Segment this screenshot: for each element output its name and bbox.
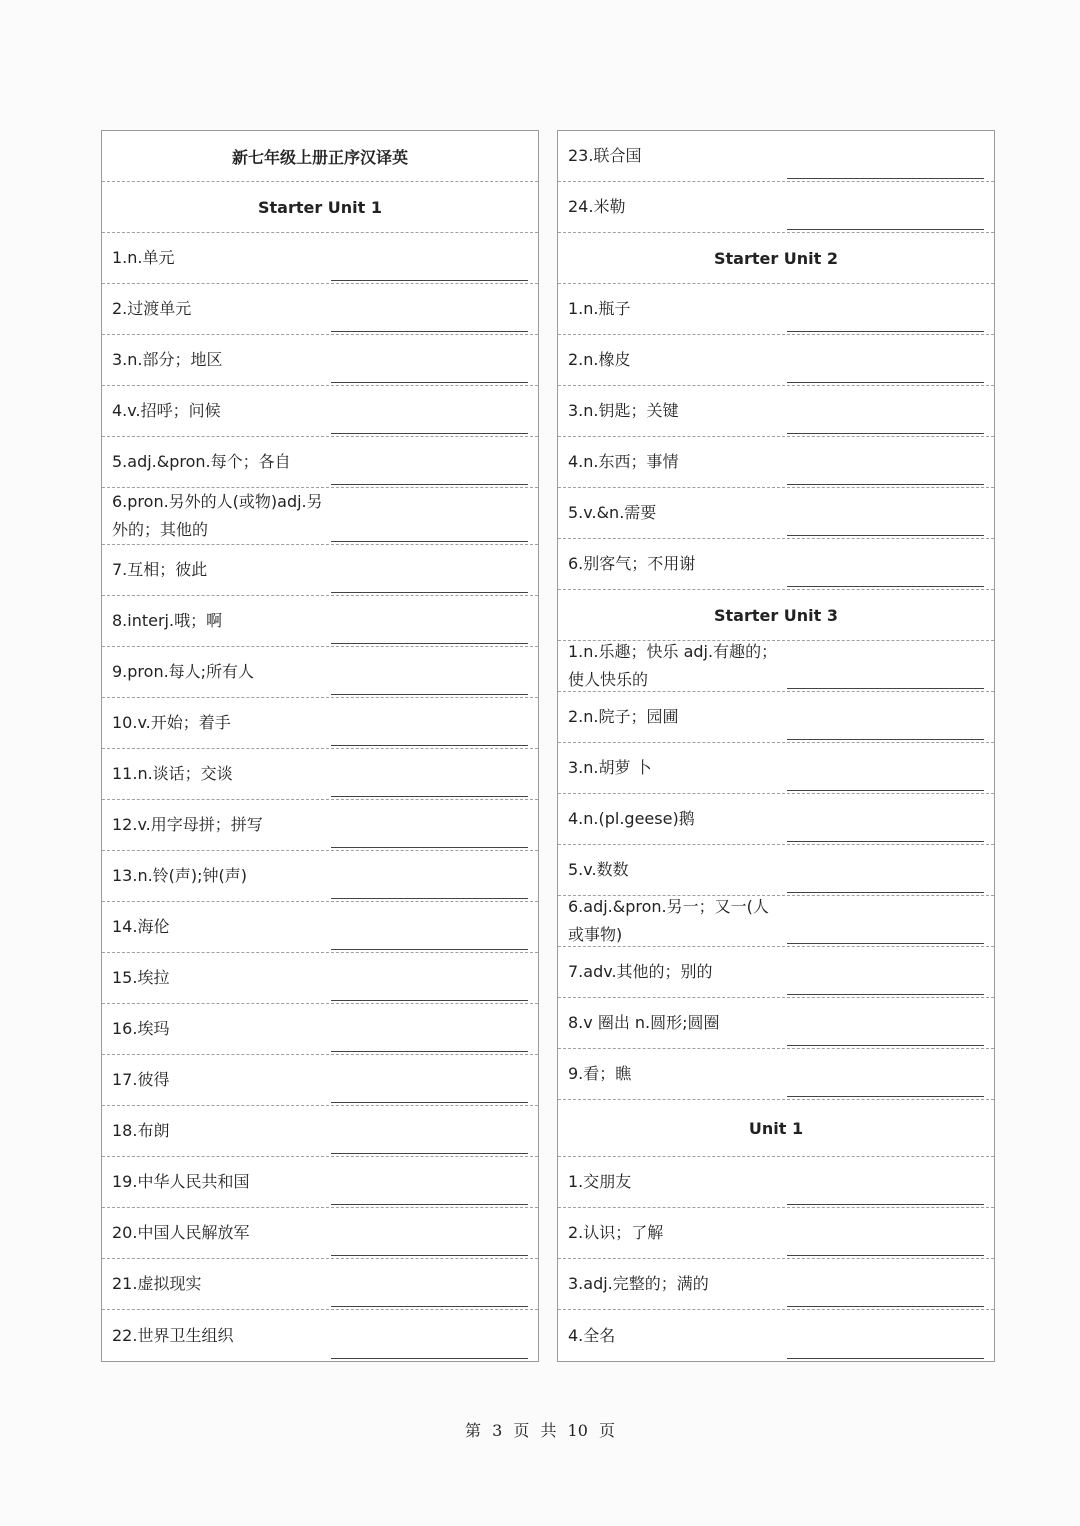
answer-blank-line (331, 1358, 528, 1359)
vocabulary-row (558, 998, 994, 1049)
answer-blank-line (787, 1096, 984, 1097)
chinese-prompt: 19.中华人民共和国 (112, 1172, 250, 1191)
chinese-prompt: 24.米勒 (568, 197, 626, 216)
answer-blank-line (331, 1255, 528, 1256)
vocabulary-row (558, 794, 994, 845)
answer-blank-line (787, 331, 984, 332)
answer-blank-line (787, 433, 984, 434)
answer-blank-line (787, 382, 984, 383)
vocabulary-row (558, 896, 994, 947)
chinese-prompt: 14.海伦 (112, 917, 170, 936)
answer-blank-line (787, 841, 984, 842)
answer-blank-line (787, 943, 984, 944)
answer-blank-line (787, 1045, 984, 1046)
section-heading: Starter Unit 1 (102, 182, 538, 233)
answer-blank-line (787, 1306, 984, 1307)
chinese-prompt: 5.v.数数 (568, 860, 629, 879)
section-heading: Unit 1 (558, 1100, 994, 1157)
chinese-prompt: 2.认识；了解 (568, 1223, 664, 1242)
vocabulary-row (102, 902, 538, 953)
vocabulary-row (558, 488, 994, 539)
chinese-prompt: 1.n.瓶子 (568, 299, 631, 318)
answer-blank-line (331, 796, 528, 797)
answer-blank-line (787, 586, 984, 587)
chinese-prompt: 11.n.谈话；交谈 (112, 764, 233, 783)
chinese-prompt: 6.别客气；不用谢 (568, 554, 696, 573)
answer-blank-line (787, 178, 984, 179)
section-heading: Starter Unit 3 (558, 590, 994, 641)
answer-blank-line (787, 1358, 984, 1359)
vocabulary-row (102, 1055, 538, 1106)
chinese-prompt: 3.n.胡萝 卜 (568, 758, 652, 777)
answer-blank-line (787, 994, 984, 995)
vocabulary-row (102, 851, 538, 902)
chinese-prompt: 4.v.招呼；问候 (112, 401, 221, 420)
vocabulary-row (558, 182, 994, 233)
vocabulary-row (558, 1208, 994, 1259)
vocabulary-row (102, 749, 538, 800)
vocabulary-row (102, 1106, 538, 1157)
vocabulary-row (558, 641, 994, 692)
answer-blank-line (331, 541, 528, 542)
vocabulary-row (102, 1310, 538, 1361)
chinese-prompt: 2.过渡单元 (112, 299, 192, 318)
chinese-prompt: 22.世界卫生组织 (112, 1325, 234, 1345)
answer-blank-line (787, 1255, 984, 1256)
chinese-prompt: 16.埃玛 (112, 1019, 170, 1038)
vocabulary-row (558, 335, 994, 386)
answer-blank-line (331, 1000, 528, 1001)
answer-blank-line (787, 1204, 984, 1205)
chinese-prompt: 12.v.用字母拼；拼写 (112, 815, 263, 834)
vocabulary-row (102, 953, 538, 1004)
chinese-prompt: 1.n.乐趣；快乐 adj.有趣的；使人快乐的 (568, 642, 778, 689)
chinese-prompt: 5.adj.&pron.每个；各自 (112, 452, 291, 471)
vocabulary-row (558, 1049, 994, 1100)
chinese-prompt: 1.n.单元 (112, 248, 175, 267)
right-vocabulary-column (557, 130, 995, 1362)
chinese-prompt: 3.n.钥匙；关键 (568, 401, 679, 420)
section-heading: 新七年级上册正序汉译英 (102, 131, 538, 182)
answer-blank-line (331, 1153, 528, 1154)
chinese-prompt: 15.埃拉 (112, 968, 170, 987)
chinese-prompt: 4.n.(pl.geese)鹅 (568, 809, 695, 828)
vocabulary-row (102, 1004, 538, 1055)
answer-blank-line (787, 484, 984, 485)
chinese-prompt: 8.v 圈出 n.圆形;圆圈 (568, 1013, 720, 1032)
chinese-prompt: 9.看；瞧 (568, 1064, 632, 1083)
chinese-prompt: 2.n.院子；园圃 (568, 707, 679, 726)
chinese-prompt: 21.虚拟现实 (112, 1274, 202, 1293)
chinese-prompt: 5.v.&n.需要 (568, 503, 657, 522)
vocabulary-row (102, 1157, 538, 1208)
answer-blank-line (331, 1306, 528, 1307)
vocabulary-row (558, 539, 994, 590)
vocabulary-row (558, 131, 994, 182)
chinese-prompt: 4.n.东西；事情 (568, 452, 679, 471)
answer-blank-line (331, 1204, 528, 1205)
vocabulary-row (102, 647, 538, 698)
vocabulary-row (558, 845, 994, 896)
vocabulary-row (558, 947, 994, 998)
vocabulary-row (102, 1259, 538, 1310)
vocabulary-row (102, 800, 538, 851)
vocabulary-row (102, 488, 538, 545)
answer-blank-line (331, 1102, 528, 1103)
chinese-prompt: 8.interj.哦；啊 (112, 611, 223, 630)
chinese-prompt: 23.联合国 (568, 146, 642, 165)
vocabulary-row (558, 386, 994, 437)
vocabulary-row (558, 692, 994, 743)
answer-blank-line (787, 535, 984, 536)
vocabulary-row (558, 743, 994, 794)
chinese-prompt: 6.adj.&pron.另一；又一(人或事物) (568, 897, 769, 944)
vocabulary-row (102, 1208, 538, 1259)
chinese-prompt: 6.pron.另外的人(或物)adj.另外的；其他的 (112, 492, 323, 539)
vocabulary-row (102, 284, 538, 335)
answer-blank-line (787, 688, 984, 689)
vocabulary-row (102, 386, 538, 437)
chinese-prompt: 13.n.铃(声);钟(声) (112, 866, 248, 885)
vocabulary-row (102, 437, 538, 488)
chinese-prompt: 7.adv.其他的；别的 (568, 962, 713, 981)
answer-blank-line (331, 280, 528, 281)
vocabulary-row (558, 1157, 994, 1208)
answer-blank-line (331, 643, 528, 644)
answer-blank-line (331, 382, 528, 383)
answer-blank-line (331, 484, 528, 485)
chinese-prompt: 20.中国人民解放军 (112, 1223, 250, 1242)
chinese-prompt: 9.pron.每人;所有人 (112, 662, 255, 681)
answer-blank-line (787, 790, 984, 791)
section-heading: Starter Unit 2 (558, 233, 994, 284)
chinese-prompt: 7.互相；彼此 (112, 560, 208, 579)
chinese-prompt: 4.全名 (568, 1325, 616, 1345)
vocabulary-row (102, 698, 538, 749)
answer-blank-line (787, 229, 984, 230)
chinese-prompt: 18.布朗 (112, 1121, 170, 1140)
vocabulary-row (558, 1259, 994, 1310)
answer-blank-line (787, 892, 984, 893)
vocabulary-row (558, 1310, 994, 1361)
vocabulary-row (102, 233, 538, 284)
answer-blank-line (331, 847, 528, 848)
chinese-prompt: 17.彼得 (112, 1070, 170, 1089)
answer-blank-line (331, 1051, 528, 1052)
answer-blank-line (331, 898, 528, 899)
chinese-prompt: 10.v.开始；着手 (112, 713, 231, 732)
answer-blank-line (331, 592, 528, 593)
vocabulary-row (102, 545, 538, 596)
chinese-prompt: 3.n.部分；地区 (112, 350, 223, 369)
vocabulary-row (102, 335, 538, 386)
chinese-prompt: 2.n.橡皮 (568, 350, 631, 369)
answer-blank-line (331, 949, 528, 950)
vocabulary-row (558, 284, 994, 335)
chinese-prompt: 3.adj.完整的；满的 (568, 1274, 709, 1293)
chinese-prompt: 1.交朋友 (568, 1172, 632, 1191)
left-vocabulary-column (101, 130, 539, 1362)
answer-blank-line (331, 433, 528, 434)
page-footer: 第 3 页 共 10 页 (465, 1421, 615, 1440)
answer-blank-line (787, 739, 984, 740)
vocabulary-row (102, 596, 538, 647)
vocabulary-row (558, 437, 994, 488)
answer-blank-line (331, 745, 528, 746)
answer-blank-line (331, 331, 528, 332)
answer-blank-line (331, 694, 528, 695)
